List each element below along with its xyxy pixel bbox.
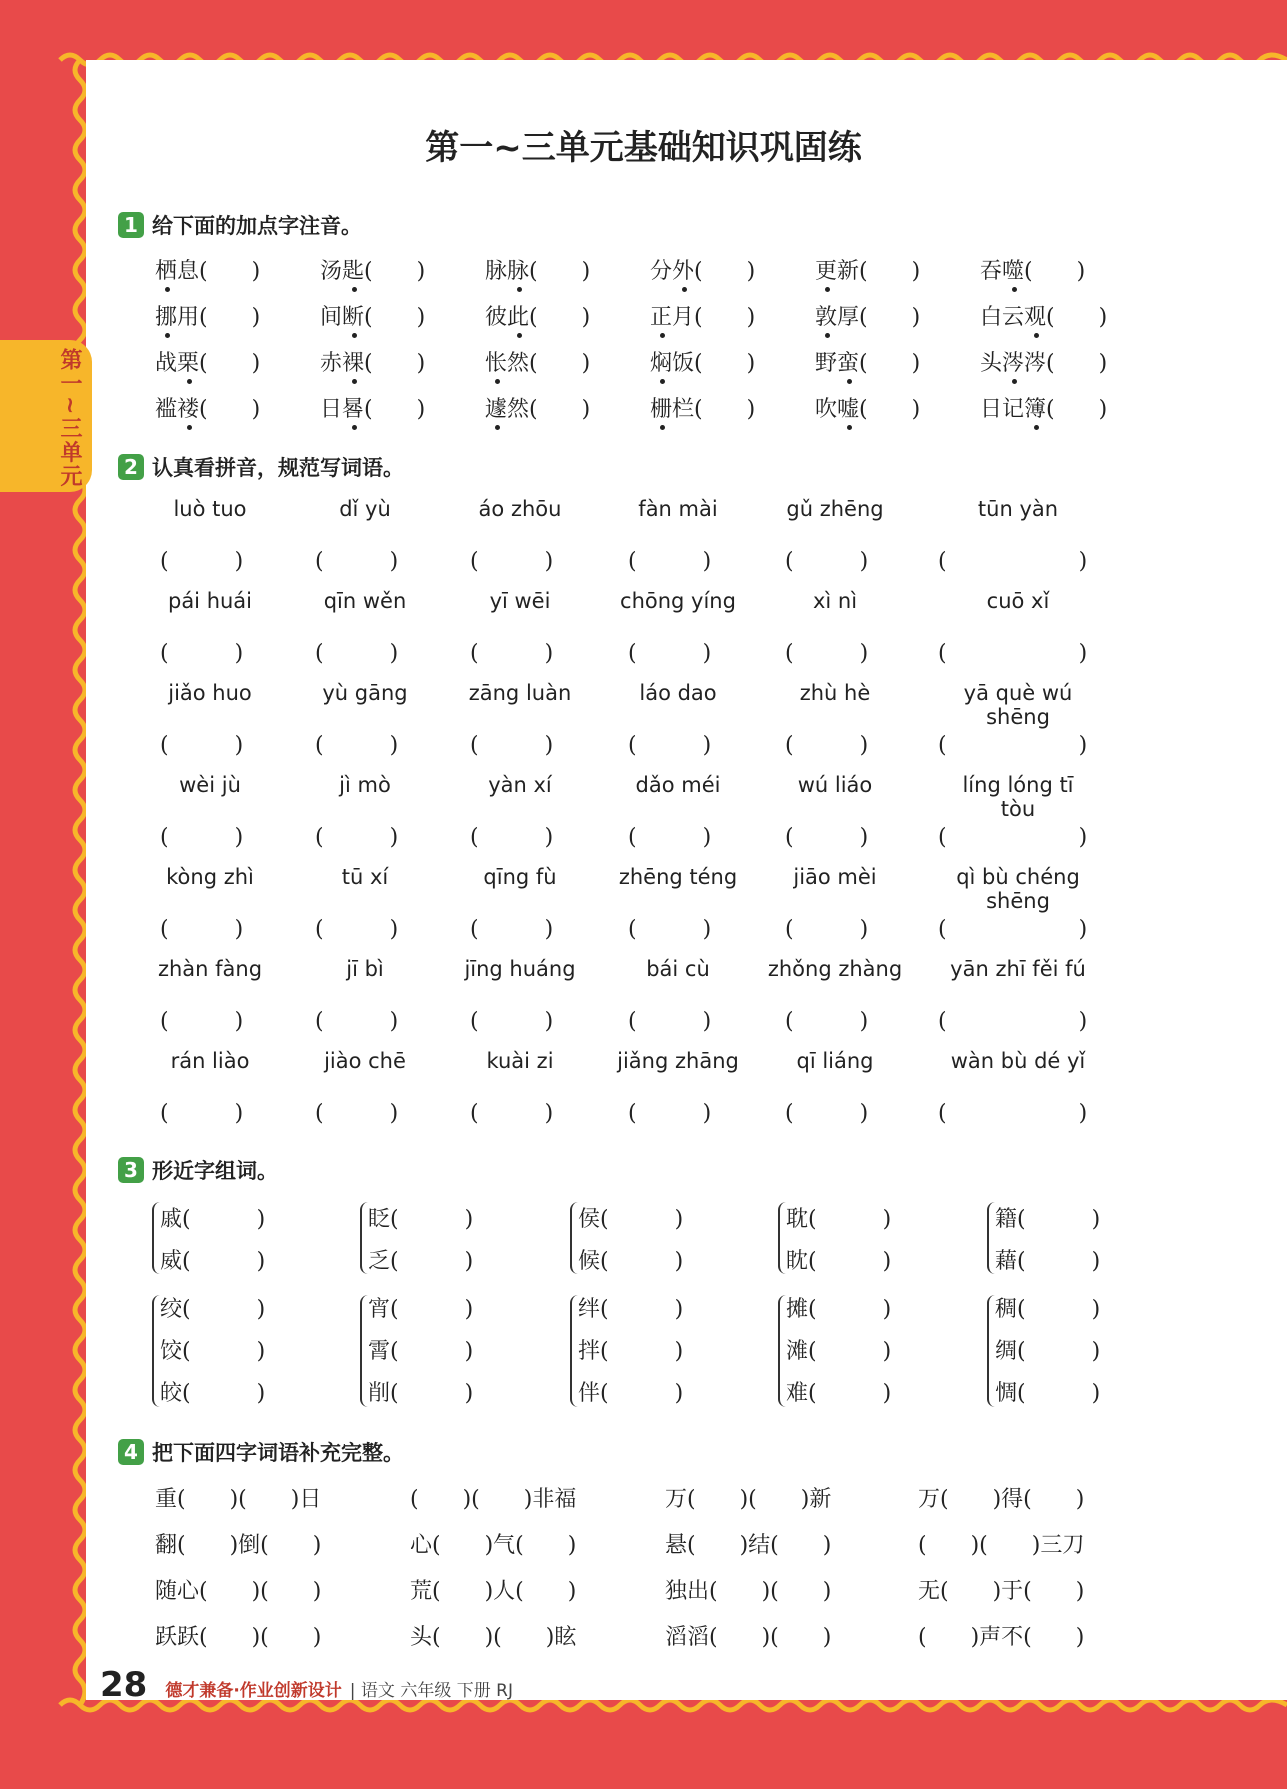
answer-blank: ( ) <box>785 1009 869 1034</box>
section-1-number: 1 <box>118 212 144 238</box>
emphasis-dot <box>1034 333 1039 338</box>
pinyin-prompt: jiǎo huo <box>168 681 252 705</box>
answer-blank: ( ) <box>938 825 1088 850</box>
pinyin-prompt: bái cù <box>646 957 710 981</box>
pinyin-prompt: chōng yíng <box>620 589 736 613</box>
page-number: 28 <box>100 1665 148 1705</box>
idiom-fill-item: 头( )( )眩 <box>410 1625 577 1650</box>
word-with-blank: 敦厚( ) <box>815 305 921 330</box>
answer-blank: ( ) <box>628 641 712 666</box>
emphasis-dot <box>682 287 687 292</box>
pinyin-prompt: kòng zhì <box>166 865 254 889</box>
pinyin-prompt: wèi jù <box>179 773 241 797</box>
answer-blank: ( ) <box>160 549 244 574</box>
idiom-fill-item: 滔滔( )( ) <box>665 1625 832 1650</box>
emphasis-dot <box>660 333 665 338</box>
answer-blank: ( ) <box>938 733 1088 758</box>
word-with-blank: 战栗( ) <box>155 351 261 376</box>
idiom-fill-item: 无( )于( ) <box>918 1579 1085 1604</box>
group-brace <box>987 1295 995 1407</box>
similar-char-item: 戚( ) <box>160 1207 266 1232</box>
pinyin-prompt: jīng huáng <box>464 957 576 981</box>
pinyin-prompt: kuài zi <box>486 1049 554 1073</box>
word-with-blank: 日记簿( ) <box>980 397 1108 422</box>
group-brace <box>570 1202 578 1274</box>
pinyin-prompt: yàn xí <box>488 773 552 797</box>
pinyin-prompt: rán liào <box>170 1049 250 1073</box>
emphasis-dot <box>517 287 522 292</box>
answer-blank: ( ) <box>160 733 244 758</box>
word-with-blank: 吹嘘( ) <box>815 397 921 422</box>
word-with-blank: 间断( ) <box>320 305 426 330</box>
idiom-fill-item: 独出( )( ) <box>665 1579 832 1604</box>
answer-blank: ( ) <box>785 641 869 666</box>
group-brace <box>778 1202 786 1274</box>
pinyin-prompt: xì nì <box>812 589 858 613</box>
pinyin-prompt: yā què wú shēng <box>963 681 1073 729</box>
similar-char-item: 摊( ) <box>786 1297 892 1322</box>
pinyin-prompt: cuō xǐ <box>986 589 1050 613</box>
section-2-title: 认真看拼音，规范写词语。 <box>152 456 404 480</box>
answer-blank: ( ) <box>315 825 399 850</box>
footer-subtitle: | 语文 六年级 下册 RJ <box>349 1681 513 1701</box>
answer-blank: ( ) <box>938 1009 1088 1034</box>
similar-char-item: 滩( ) <box>786 1339 892 1364</box>
pinyin-prompt: jiào chē <box>324 1049 406 1073</box>
pinyin-prompt: zāng luàn <box>468 681 572 705</box>
answer-blank: ( ) <box>628 825 712 850</box>
word-with-blank: 分外( ) <box>650 259 756 284</box>
answer-blank: ( ) <box>938 917 1088 942</box>
similar-char-item: 眈( ) <box>786 1249 892 1274</box>
similar-char-item: 霄( ) <box>368 1339 474 1364</box>
unit-side-tab <box>0 340 92 492</box>
emphasis-dot <box>517 333 522 338</box>
pinyin-prompt: yī wēi <box>489 589 551 613</box>
idiom-fill-item: ( )( )非福 <box>410 1487 577 1512</box>
pinyin-prompt: qì bù chéng shēng <box>956 865 1080 913</box>
answer-blank: ( ) <box>470 733 554 758</box>
section-4-heading <box>118 1437 404 1467</box>
word-with-blank: 日晷( ) <box>320 397 426 422</box>
similar-char-item: 饺( ) <box>160 1339 266 1364</box>
emphasis-dot <box>825 287 830 292</box>
pinyin-prompt: luò tuo <box>173 497 247 521</box>
answer-blank: ( ) <box>470 1009 554 1034</box>
pinyin-prompt: jī bì <box>346 957 384 981</box>
page-footer <box>100 1665 513 1705</box>
answer-blank: ( ) <box>628 1009 712 1034</box>
similar-char-item: 绸( ) <box>995 1339 1101 1364</box>
group-brace <box>570 1295 578 1407</box>
word-with-blank: 怅然( ) <box>485 351 591 376</box>
similar-char-item: 惆( ) <box>995 1381 1101 1406</box>
idiom-fill-item: ( )( )三刀 <box>918 1533 1085 1558</box>
similar-char-item: 稠( ) <box>995 1297 1101 1322</box>
answer-blank: ( ) <box>938 1101 1088 1126</box>
similar-char-item: 眨( ) <box>368 1207 474 1232</box>
answer-blank: ( ) <box>628 733 712 758</box>
page-title: 第一~三单元基础知识巩固练 <box>425 128 862 168</box>
emphasis-dot <box>352 287 357 292</box>
emphasis-dot <box>825 333 830 338</box>
word-with-blank: 白云观( ) <box>980 305 1108 330</box>
group-brace <box>987 1202 995 1274</box>
emphasis-dot <box>165 333 170 338</box>
emphasis-dot <box>847 379 852 384</box>
similar-char-item: 拌( ) <box>578 1339 684 1364</box>
idiom-fill-item: 随心( )( ) <box>155 1579 322 1604</box>
similar-char-item: 候( ) <box>578 1249 684 1274</box>
word-with-blank: 褴褛( ) <box>155 397 261 422</box>
word-with-blank: 脉脉( ) <box>485 259 591 284</box>
emphasis-dot <box>495 379 500 384</box>
word-with-blank: 吞噬( ) <box>980 259 1086 284</box>
pinyin-prompt: áo zhōu <box>478 497 562 521</box>
similar-char-item: 削( ) <box>368 1381 474 1406</box>
word-with-blank: 汤匙( ) <box>320 259 426 284</box>
answer-blank: ( ) <box>470 641 554 666</box>
pinyin-prompt: tū xí <box>341 865 389 889</box>
answer-blank: ( ) <box>160 1009 244 1034</box>
idiom-fill-item: 万( )( )新 <box>665 1487 832 1512</box>
similar-char-item: 威( ) <box>160 1249 266 1274</box>
similar-char-item: 藉( ) <box>995 1249 1101 1274</box>
pinyin-prompt: yù gāng <box>322 681 408 705</box>
emphasis-dot <box>187 425 192 430</box>
pinyin-prompt: wàn bù dé yǐ <box>950 1049 1086 1073</box>
word-with-blank: 遽然( ) <box>485 397 591 422</box>
emphasis-dot <box>1012 379 1017 384</box>
emphasis-dot <box>165 287 170 292</box>
similar-char-item: 伴( ) <box>578 1381 684 1406</box>
pinyin-prompt: yān zhī fěi fú <box>950 957 1086 981</box>
answer-blank: ( ) <box>160 641 244 666</box>
emphasis-dot <box>352 425 357 430</box>
section-1-heading <box>118 210 362 240</box>
answer-blank: ( ) <box>315 1009 399 1034</box>
group-brace <box>360 1295 368 1407</box>
section-1-title: 给下面的加点字注音。 <box>152 214 362 238</box>
similar-char-item: 籍( ) <box>995 1207 1101 1232</box>
pinyin-prompt: líng lóng tī tòu <box>962 773 1074 821</box>
emphasis-dot <box>1034 425 1039 430</box>
answer-blank: ( ) <box>628 549 712 574</box>
answer-blank: ( ) <box>785 825 869 850</box>
answer-blank: ( ) <box>315 1101 399 1126</box>
pinyin-prompt: qīng fù <box>483 865 557 889</box>
emphasis-dot <box>187 379 192 384</box>
word-with-blank: 野蛮( ) <box>815 351 921 376</box>
group-brace <box>360 1202 368 1274</box>
group-brace <box>152 1295 160 1407</box>
answer-blank: ( ) <box>470 825 554 850</box>
emphasis-dot <box>660 379 665 384</box>
answer-blank: ( ) <box>785 917 869 942</box>
word-with-blank: 栖息( ) <box>155 259 261 284</box>
answer-blank: ( ) <box>470 1101 554 1126</box>
similar-char-item: 耽( ) <box>786 1207 892 1232</box>
answer-blank: ( ) <box>160 825 244 850</box>
word-with-blank: 头涔涔( ) <box>980 351 1108 376</box>
pinyin-prompt: jiāo mèi <box>793 865 877 889</box>
answer-blank: ( ) <box>785 733 869 758</box>
footer-brand: 德才兼备·作业创新设计 <box>165 1681 342 1701</box>
section-4-title: 把下面四字词语补充完整。 <box>152 1441 404 1465</box>
emphasis-dot <box>352 333 357 338</box>
answer-blank: ( ) <box>938 549 1088 574</box>
word-with-blank: 彼此( ) <box>485 305 591 330</box>
idiom-fill-item: 悬( )结( ) <box>665 1533 832 1558</box>
answer-blank: ( ) <box>470 917 554 942</box>
pinyin-prompt: fàn mài <box>638 497 718 521</box>
answer-blank: ( ) <box>315 917 399 942</box>
unit-side-tab-label: 第一~三单元 <box>57 348 82 489</box>
answer-blank: ( ) <box>315 733 399 758</box>
word-with-blank: 赤裸( ) <box>320 351 426 376</box>
word-with-blank: 挪用( ) <box>155 305 261 330</box>
pinyin-prompt: zhǒng zhàng <box>767 957 903 981</box>
similar-char-item: 宵( ) <box>368 1297 474 1322</box>
idiom-fill-item: ( )声不( ) <box>918 1625 1085 1650</box>
idiom-fill-item: 万( )得( ) <box>918 1487 1085 1512</box>
answer-blank: ( ) <box>470 549 554 574</box>
word-with-blank: 正月( ) <box>650 305 756 330</box>
section-2-heading <box>118 452 404 482</box>
similar-char-item: 绊( ) <box>578 1297 684 1322</box>
answer-blank: ( ) <box>628 1101 712 1126</box>
section-3-title: 形近字组词。 <box>152 1159 278 1183</box>
answer-blank: ( ) <box>160 917 244 942</box>
pinyin-prompt: zhēng téng <box>618 865 738 889</box>
section-3-number: 3 <box>118 1157 144 1183</box>
similar-char-item: 侯( ) <box>578 1207 684 1232</box>
emphasis-dot <box>352 379 357 384</box>
pinyin-prompt: gǔ zhēng <box>786 497 884 521</box>
idiom-fill-item: 跃跃( )( ) <box>155 1625 322 1650</box>
answer-blank: ( ) <box>628 917 712 942</box>
pinyin-prompt: zhàn fàng <box>157 957 263 981</box>
pinyin-prompt: pái huái <box>167 589 253 613</box>
pinyin-prompt: jì mò <box>339 773 391 797</box>
answer-blank: ( ) <box>938 641 1088 666</box>
similar-char-item: 绞( ) <box>160 1297 266 1322</box>
idiom-fill-item: 翻( )倒( ) <box>155 1533 322 1558</box>
emphasis-dot <box>660 425 665 430</box>
idiom-fill-item: 重( )( )日 <box>155 1487 322 1512</box>
pinyin-prompt: qī liáng <box>796 1049 874 1073</box>
pinyin-prompt: wú liáo <box>797 773 873 797</box>
similar-char-item: 皎( ) <box>160 1381 266 1406</box>
idiom-fill-item: 荒( )人( ) <box>410 1579 577 1604</box>
emphasis-dot <box>1012 287 1017 292</box>
pinyin-prompt: tūn yàn <box>977 497 1059 521</box>
similar-char-item: 乏( ) <box>368 1249 474 1274</box>
section-2-number: 2 <box>118 454 144 480</box>
section-3-heading <box>118 1155 278 1185</box>
word-with-blank: 更新( ) <box>815 259 921 284</box>
answer-blank: ( ) <box>785 549 869 574</box>
answer-blank: ( ) <box>160 1101 244 1126</box>
pinyin-prompt: zhù hè <box>799 681 871 705</box>
group-brace <box>778 1295 786 1407</box>
similar-char-item: 难( ) <box>786 1381 892 1406</box>
pinyin-prompt: dǐ yù <box>339 497 391 521</box>
word-with-blank: 栅栏( ) <box>650 397 756 422</box>
answer-blank: ( ) <box>315 641 399 666</box>
idiom-fill-item: 心( )气( ) <box>410 1533 577 1558</box>
group-brace <box>152 1202 160 1274</box>
pinyin-prompt: dǎo méi <box>635 773 721 797</box>
pinyin-prompt: láo dao <box>639 681 717 705</box>
answer-blank: ( ) <box>785 1101 869 1126</box>
word-with-blank: 焖饭( ) <box>650 351 756 376</box>
section-4-number: 4 <box>118 1439 144 1465</box>
pinyin-prompt: qīn wěn <box>323 589 407 613</box>
emphasis-dot <box>847 425 852 430</box>
emphasis-dot <box>495 425 500 430</box>
pinyin-prompt: jiǎng zhāng <box>617 1049 739 1073</box>
answer-blank: ( ) <box>315 549 399 574</box>
